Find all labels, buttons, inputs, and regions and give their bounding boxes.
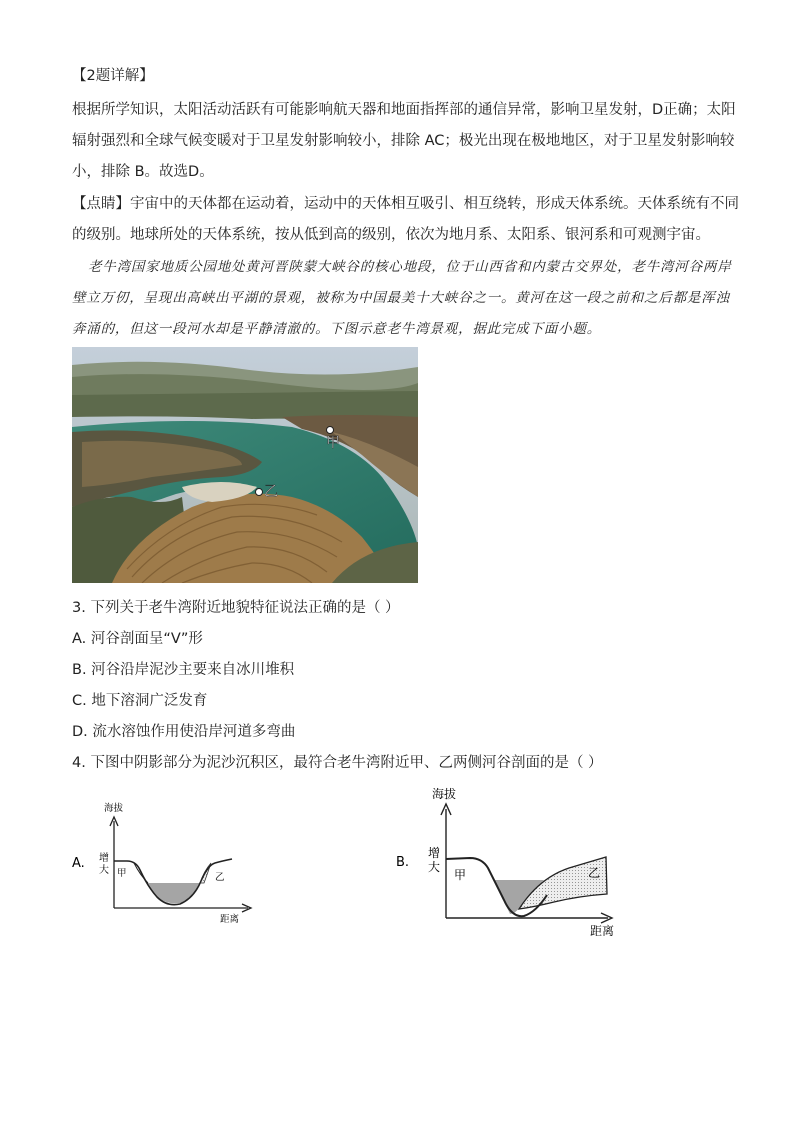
tip-line-1: 【点睛】宇宙中的天体都在运动着，运动中的天体相互吸引、相互绕转，形成天体系统。天体系统有不同	[72, 196, 739, 212]
diagram-b	[394, 782, 624, 946]
diagram-a-y-up-1: 增	[99, 853, 109, 864]
diagram-b-label-yi: 乙	[588, 866, 601, 880]
q3-option-d: D. 流水溶蚀作用使沿岸河道多弯曲	[72, 724, 296, 740]
diagram-a	[70, 795, 260, 934]
diagram-b-option: B.	[396, 855, 410, 870]
photo-label-jia: 甲	[326, 435, 340, 451]
diagram-b-y-axis: 海拔	[432, 787, 457, 801]
tip-line-2: 的级别。地球所处的天体系统，按从低到高的级别，依次为地月系、太阳系、银河系和可观测宇宙。	[72, 227, 710, 243]
diagram-b-y-up-2: 大	[428, 860, 441, 874]
diagram-a-y-up-2: 大	[99, 865, 109, 876]
detail-2-line-2: 辐射强烈和全球气候变暖对于卫星发射影响较小，排除 AC；极光出现在极地地区，对于卫星发射影响较	[72, 133, 735, 149]
diagram-a-label-jia: 甲	[117, 868, 127, 879]
q3-option-a: A. 河谷剖面呈“V”形	[72, 631, 203, 647]
diagram-b-label-jia: 甲	[454, 868, 467, 882]
diagram-a-option: A.	[72, 856, 85, 871]
intro-line-3: 奔涌的，但这一段河水却是平静清澈的。下图示意老牛湾景观，据此完成下面小题。	[72, 321, 602, 337]
diagram-a-label-yi: 乙	[215, 872, 225, 883]
q3-option-c: C. 地下溶洞广泛发育	[72, 693, 208, 709]
diagram-b-y-up-1: 增	[428, 846, 441, 860]
heading-detail-2: 【2题详解】	[72, 68, 154, 84]
q4-stem: 4. 下图中阴影部分为泥沙沉积区，最符合老牛湾附近甲、乙两侧河谷剖面的是（ ）	[72, 755, 603, 771]
q3-stem: 3. 下列关于老牛湾附近地貌特征说法正确的是（ ）	[72, 600, 400, 616]
diagram-a-y-axis: 海拔	[104, 803, 124, 814]
diagram-b-x-axis: 距离	[590, 924, 615, 938]
q3-option-b: B. 河谷沿岸泥沙主要来自冰川堆积	[72, 662, 295, 678]
intro-line-2: 壁立万仞，呈现出高峡出平湖的景观，被称为中国最美十大峡谷之一。黄河在这一段之前和之后都是浑浊	[72, 290, 730, 306]
photo-label-yi: 乙	[264, 484, 278, 500]
diagram-a-x-axis: 距离	[220, 914, 240, 925]
detail-2-line-1: 根据所学知识，太阳活动活跃有可能影响航天器和地面指挥部的通信异常，影响卫星发射，D正确；太阳	[72, 102, 736, 118]
detail-2-line-3: 小，排除 B。故选D。	[72, 164, 214, 180]
laoniuwan-photo	[72, 347, 418, 583]
intro-line-1: 老牛湾国家地质公园地处黄河晋陕蒙大峡谷的核心地段，位于山西省和内蒙古交界处，老牛湾河谷两岸	[88, 259, 732, 275]
